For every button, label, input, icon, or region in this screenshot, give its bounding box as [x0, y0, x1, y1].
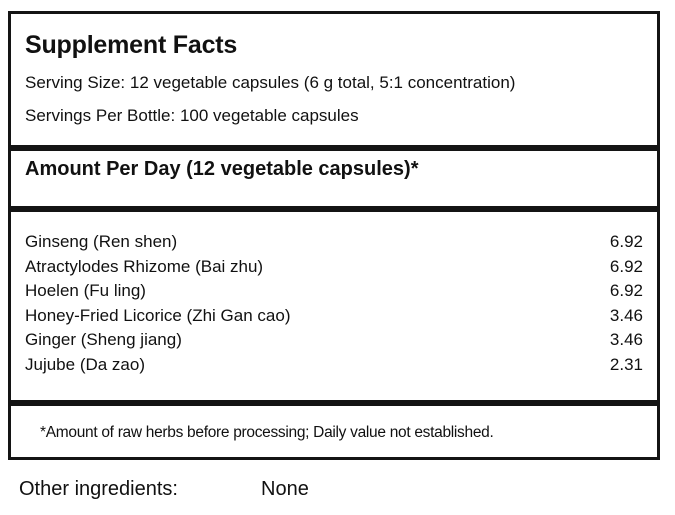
ingredient-amount: 2.31 [609, 354, 643, 374]
ingredient-row [25, 281, 643, 306]
divider [11, 400, 657, 406]
ingredient-name: Ginseng (Ren shen) [25, 232, 178, 251]
other-ingredients-label: Other ingredients: [19, 478, 178, 500]
supplement-facts-panel [8, 11, 660, 460]
ingredient-row [25, 306, 643, 331]
ingredient-amount: 6.92 [609, 281, 643, 301]
serving-size: Serving Size: 12 vegetable capsules (6 g total, 5:1 concentration) [25, 73, 516, 92]
ingredient-row [25, 355, 643, 380]
ingredient-row [25, 232, 643, 257]
ingredient-list [25, 232, 643, 380]
ingredient-name: Honey-Fried Licorice (Zhi Gan cao) [25, 305, 291, 325]
ingredient-name: Jujube (Da zao) [25, 354, 146, 374]
amount-per-day-header: Amount Per Day (12 vegetable capsules)* [25, 158, 419, 180]
other-ingredients-value: None [261, 478, 309, 500]
ingredient-row [25, 330, 643, 355]
divider [11, 206, 657, 212]
ingredient-amount: 3.46 [609, 330, 643, 350]
ingredient-row [25, 257, 643, 282]
other-ingredients [19, 478, 309, 501]
ingredient-name: Hoelen (Fu ling) [25, 281, 146, 301]
servings-per-bottle: Servings Per Bottle: 100 vegetable capsules [25, 106, 359, 125]
ingredient-amount: 3.46 [609, 305, 643, 325]
ingredient-name: Ginger (Sheng jiang) [25, 330, 182, 350]
ingredient-amount: 6.92 [609, 256, 643, 276]
panel-title: Supplement Facts [25, 31, 238, 59]
divider [11, 145, 657, 151]
ingredient-name: Atractylodes Rhizome (Bai zhu) [25, 256, 264, 276]
ingredient-amount: 6.92 [609, 232, 643, 251]
footnote: *Amount of raw herbs before processing; Daily value not established. [40, 424, 494, 441]
